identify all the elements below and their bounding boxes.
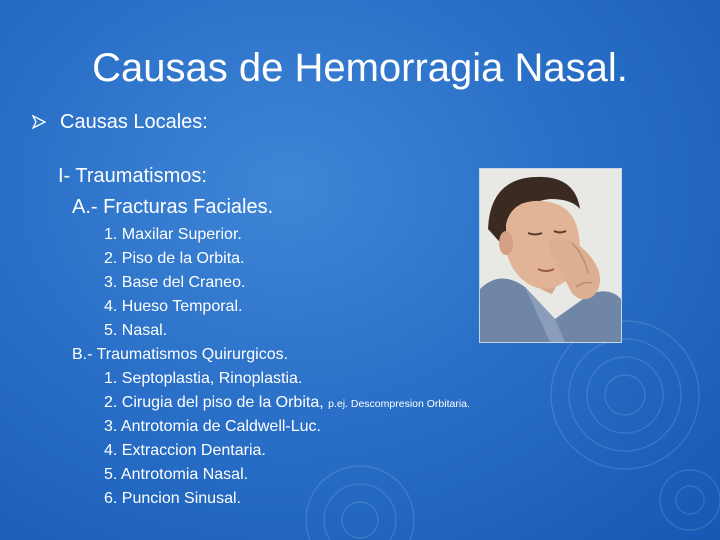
list-item: 1. Septoplastia, Rinoplastia. <box>104 370 303 387</box>
list-item: 5. Nasal. <box>104 322 168 339</box>
list-item: 1. Maxilar Superior. <box>104 226 242 243</box>
list-item <box>104 393 470 414</box>
bullet-causas-locales <box>32 109 208 135</box>
list-item: 2. Piso de la Orbita. <box>104 250 245 267</box>
arrow-bullet-icon <box>32 115 46 129</box>
list-item-text: 2. Cirugia del piso de la Orbita, <box>104 394 324 411</box>
list-item: 4. Hueso Temporal. <box>104 298 243 315</box>
group-a-heading: A.- Fracturas Faciales. <box>72 196 274 218</box>
list-item: 4. Extraccion Dentaria. <box>104 442 266 459</box>
section-heading: I- Traumatismos: <box>58 165 207 187</box>
slide-title: Causas de Hemorragia Nasal. <box>92 46 628 90</box>
list-item: 3. Base del Craneo. <box>104 274 246 291</box>
man-pinching-nose-photo <box>479 168 622 343</box>
list-item: 5. Antrotomia Nasal. <box>104 466 249 483</box>
list-item: 3. Antrotomia de Caldwell-Luc. <box>104 418 321 435</box>
list-item-note: p.ej. Descompresion Orbitaria. <box>328 398 470 410</box>
bullet-label: Causas Locales: <box>60 111 208 133</box>
list-item: 6. Puncion Sinusal. <box>104 490 241 507</box>
group-b-heading: B.- Traumatismos Quirurgicos. <box>72 346 289 363</box>
